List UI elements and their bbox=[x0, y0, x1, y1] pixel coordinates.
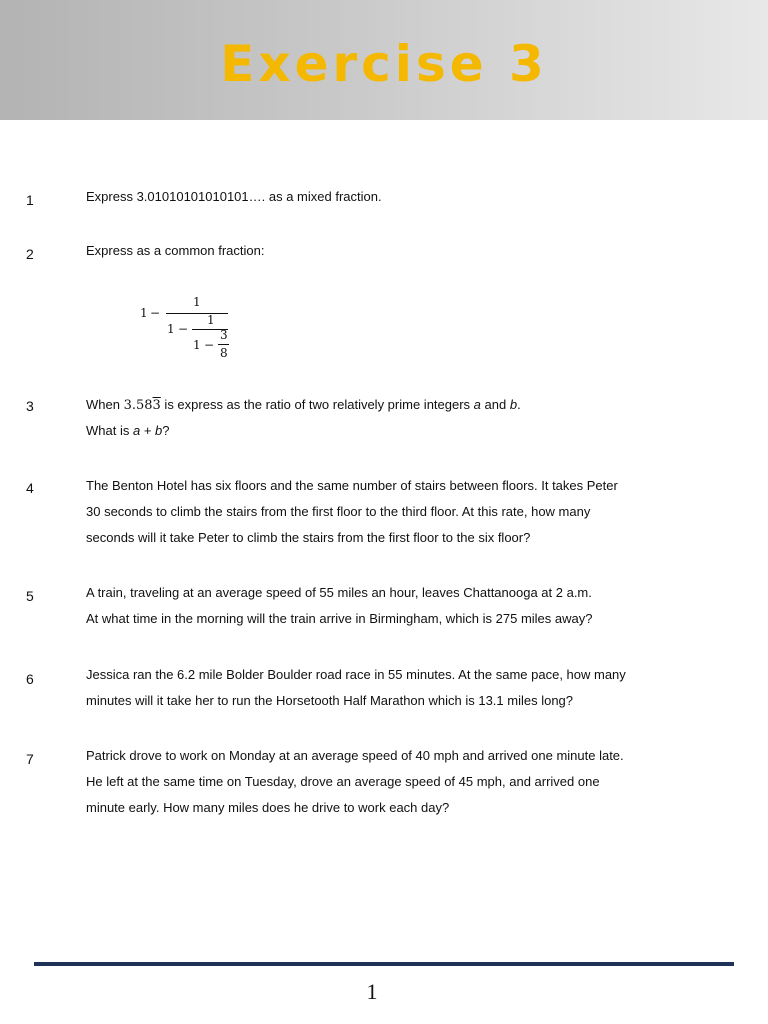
question-number: 2 bbox=[26, 246, 34, 262]
repeating-decimal: 3.583 bbox=[123, 398, 161, 413]
page-title: Exercise 3 bbox=[220, 35, 548, 93]
fraction-minus: − bbox=[178, 322, 189, 336]
page-number: 1 bbox=[366, 979, 378, 1004]
question-text: At what time in the morning will the train arrive in Birmingham, which is 275 miles away? bbox=[86, 611, 593, 626]
question-text: What is a + b? bbox=[86, 423, 170, 438]
question-text: A train, traveling at an average speed of 55 miles an hour, leaves Chattanooga at 2 a.m. bbox=[86, 585, 592, 600]
question-text: When 3.583 is express as the ratio of two relatively prime integers a and b. bbox=[86, 397, 521, 413]
fraction-one: 1 bbox=[167, 322, 175, 336]
question-text: Patrick drove to work on Monday at an average speed of 40 mph and arrived one minute late. bbox=[86, 748, 624, 763]
question-text: Jessica ran the 6.2 mile Bolder Boulder road race in 55 minutes. At the same pace, how many bbox=[86, 667, 626, 682]
question-number: 7 bbox=[26, 751, 34, 767]
fraction-numerator: 1 bbox=[193, 295, 201, 309]
fraction-bar bbox=[166, 313, 228, 314]
question-number: 3 bbox=[26, 398, 34, 414]
question-text: minute early. How many miles does he drive to work each day? bbox=[86, 800, 450, 815]
header-banner bbox=[0, 0, 768, 120]
footer-divider bbox=[34, 962, 734, 966]
fraction-one: 1 bbox=[140, 306, 148, 320]
fraction-bar bbox=[218, 344, 229, 345]
question-number: 4 bbox=[26, 480, 34, 496]
question-text: Express 3.01010101010101…. as a mixed fraction. bbox=[86, 189, 382, 204]
question-text: 30 seconds to climb the stairs from the first floor to the third floor. At this rate, how many bbox=[86, 504, 591, 519]
question-text: Express as a common fraction: bbox=[86, 243, 265, 258]
question-text: seconds will it take Peter to climb the stairs from the first floor to the six floor? bbox=[86, 530, 531, 545]
fraction-minus: − bbox=[150, 306, 161, 320]
fraction-minus: − bbox=[204, 338, 215, 352]
fraction-one: 1 bbox=[193, 338, 201, 352]
fraction-numerator: 3 bbox=[220, 328, 228, 342]
question-number: 6 bbox=[26, 671, 34, 687]
fraction-numerator: 1 bbox=[207, 313, 215, 327]
question-number: 1 bbox=[26, 192, 34, 208]
question-text: The Benton Hotel has six floors and the same number of stairs between floors. It takes Peter bbox=[86, 478, 618, 493]
fraction-denominator: 8 bbox=[220, 346, 228, 360]
question-text: minutes will it take her to run the Horsetooth Half Marathon which is 13.1 miles long? bbox=[86, 693, 574, 708]
question-text: He left at the same time on Tuesday, drove an average speed of 45 mph, and arrived one bbox=[86, 774, 600, 789]
question-number: 5 bbox=[26, 588, 34, 604]
